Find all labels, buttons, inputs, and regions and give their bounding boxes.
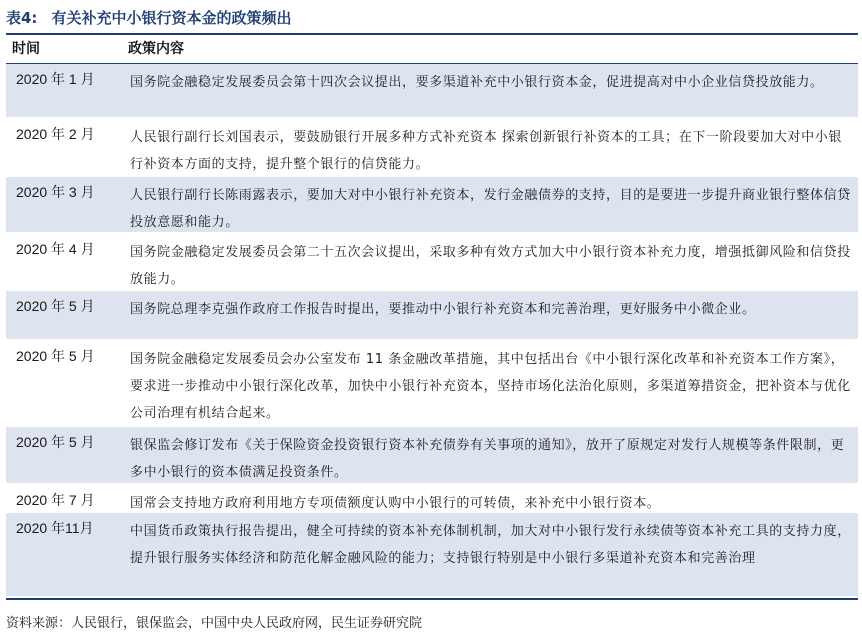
row-content: 国务院金融稳定发展委员会第十四次会议提出，要多渠道补充中小银行资本金，促进提高对中小企业信贷投放能力。 xyxy=(130,75,824,90)
table-row xyxy=(6,64,858,119)
row-content: 国务院总理李克强作政府工作报告时提出，要推动中小银行补充资本和完善治理，更好服务中小微企业。 xyxy=(130,302,756,317)
row-content: 中国货币政策执行报告提出，健全可持续的资本补充体制机制，加大对中小银行发行永续债等资本补充工具的支持力度，提升银行服务实体经济和防范化解金融风险的能力；支持银行特别是中小银行多渠道补充资本和完善治理 xyxy=(130,524,851,566)
row-content: 银保监会修订发布《关于保险资金投资银行资本补充债券有关事项的通知》，放开了原规定对发行人规模等条件限制，更多中小银行的资本债满足投资条件。 xyxy=(130,438,845,480)
row-time: 2020 年11月 xyxy=(16,520,94,536)
table-header-row xyxy=(6,35,858,64)
table-title xyxy=(6,7,291,28)
table-row xyxy=(6,513,858,598)
table-row xyxy=(6,234,858,291)
table-row xyxy=(6,119,858,177)
row-time: 2020 年 5 月 xyxy=(16,298,95,314)
header-content: 政策内容 xyxy=(128,41,184,57)
row-content: 国务院金融稳定发展委员会第二十五次会议提出，采取多种有效方式加大中小银行资本补充力度，增强抵御风险和信贷投放能力。 xyxy=(130,245,851,287)
table-row xyxy=(6,485,858,513)
row-content: 人民银行副行长刘国表示，要鼓励银行开展多种方式补充资本 探索创新银行补资本的工具；在下一阶段要加大对中小银行补资本方面的支持，提升整个银行的信贷能力。 xyxy=(130,130,842,172)
row-time: 2020 年 4 月 xyxy=(16,241,95,257)
table-row xyxy=(6,177,858,234)
row-time: 2020 年 5 月 xyxy=(16,434,95,450)
row-time: 2020 年 3 月 xyxy=(16,184,95,200)
row-content: 国务院金融稳定发展委员会办公室发布 11 条金融改革措施，其中包括出台《中小银行深化改革和补充资本工作方案》，要求进一步推动中小银行深化改革，加快中小银行补充资本，坚持市场化法治化原则，多渠道筹措资金，把补资本与优化公司治理有机结合起来。 xyxy=(130,352,851,421)
row-time: 2020 年 7 月 xyxy=(16,492,95,508)
row-content: 人民银行副行长陈雨露表示，要加大对中小银行补充资本，发行金融债券的支持，目的是要进一步提升商业银行整体信贷投放意愿和能力。 xyxy=(130,188,851,230)
table-row xyxy=(6,341,858,427)
table-title-text: 有关补充中小银行资本金的政策频出 xyxy=(51,9,292,27)
row-time: 2020 年 2 月 xyxy=(16,126,95,142)
row-content: 国常会支持地方政府利用地方专项债额度认购中小银行的可转债，来补充中小银行资本。 xyxy=(130,496,661,511)
row-time: 2020 年 1 月 xyxy=(16,71,95,87)
policy-table xyxy=(6,33,858,600)
table-number: 表4: xyxy=(6,9,38,27)
row-time: 2020 年 5 月 xyxy=(16,348,95,364)
table-row xyxy=(6,291,858,341)
source-note: 资料来源：人民银行，银保监会，中国中央人民政府网，民生证券研究院 xyxy=(6,616,423,631)
header-time: 时间 xyxy=(12,41,40,57)
table-row xyxy=(6,427,858,485)
